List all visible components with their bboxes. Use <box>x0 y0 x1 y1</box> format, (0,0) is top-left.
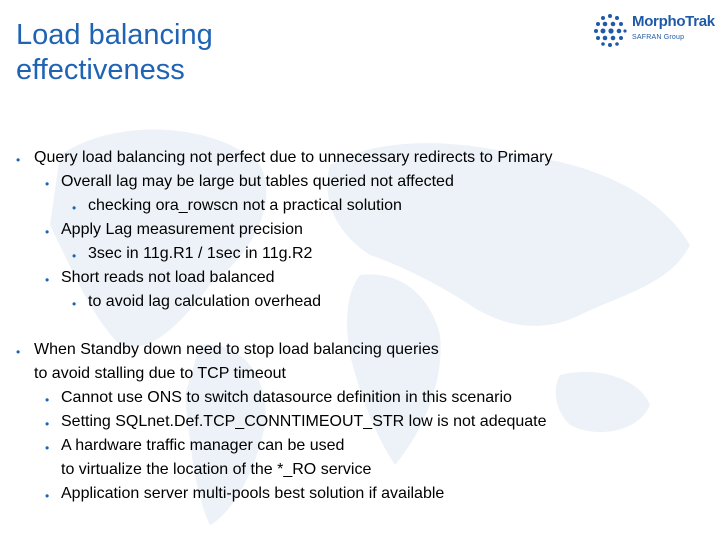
s2-sub1: Cannot use ONS to switch datasource definition in this scenario <box>61 389 512 406</box>
title-line-2: effectiveness <box>16 54 185 86</box>
s2-sub3-line1: A hardware traffic manager can be used <box>61 437 345 454</box>
title-line-1: Load balancing <box>16 19 213 51</box>
logo-name: MorphoTrak <box>632 13 715 30</box>
bullet-l3: • <box>72 249 77 263</box>
s2-sub4: Application server multi-pools best solution if available <box>61 485 445 502</box>
bullet-l1: • <box>16 153 21 167</box>
bullet-l2: • <box>45 225 50 239</box>
bullet-l2: • <box>45 273 50 287</box>
bullet-l2: • <box>45 489 50 503</box>
s1-sub1-1: checking ora_rowscn not a practical solution <box>88 197 402 214</box>
bullet-l2: • <box>45 417 50 431</box>
s1-sub2-1: 3sec in 11g.R1 / 1sec in 11g.R2 <box>88 245 313 262</box>
bullet-l2: • <box>45 177 50 191</box>
s1-sub1: Overall lag may be large but tables queried not affected <box>61 173 454 190</box>
s2-sub3-line2: to virtualize the location of the *_RO service <box>61 461 372 478</box>
logo-tagline: SAFRAN Group <box>632 34 685 41</box>
s1-main: Query load balancing not perfect due to unnecessary redirects to Primary <box>34 149 553 166</box>
bullet-l3: • <box>72 201 77 215</box>
bullet-l2: • <box>45 441 50 455</box>
s1-sub2: Apply Lag measurement precision <box>61 221 303 238</box>
bullet-l1: • <box>16 345 21 359</box>
s2-main-line2: to avoid stalling due to TCP timeout <box>34 365 286 382</box>
bullet-l2: • <box>45 393 50 407</box>
s2-main-line1: When Standby down need to stop load balancing queries <box>34 341 439 358</box>
s1-sub3-1: to avoid lag calculation overhead <box>88 293 322 310</box>
s2-sub2: Setting SQLnet.Def.TCP_CONNTIMEOUT_STR low is not adequate <box>61 413 547 430</box>
s1-sub3: Short reads not load balanced <box>61 269 275 286</box>
bullet-l3: • <box>72 297 77 311</box>
